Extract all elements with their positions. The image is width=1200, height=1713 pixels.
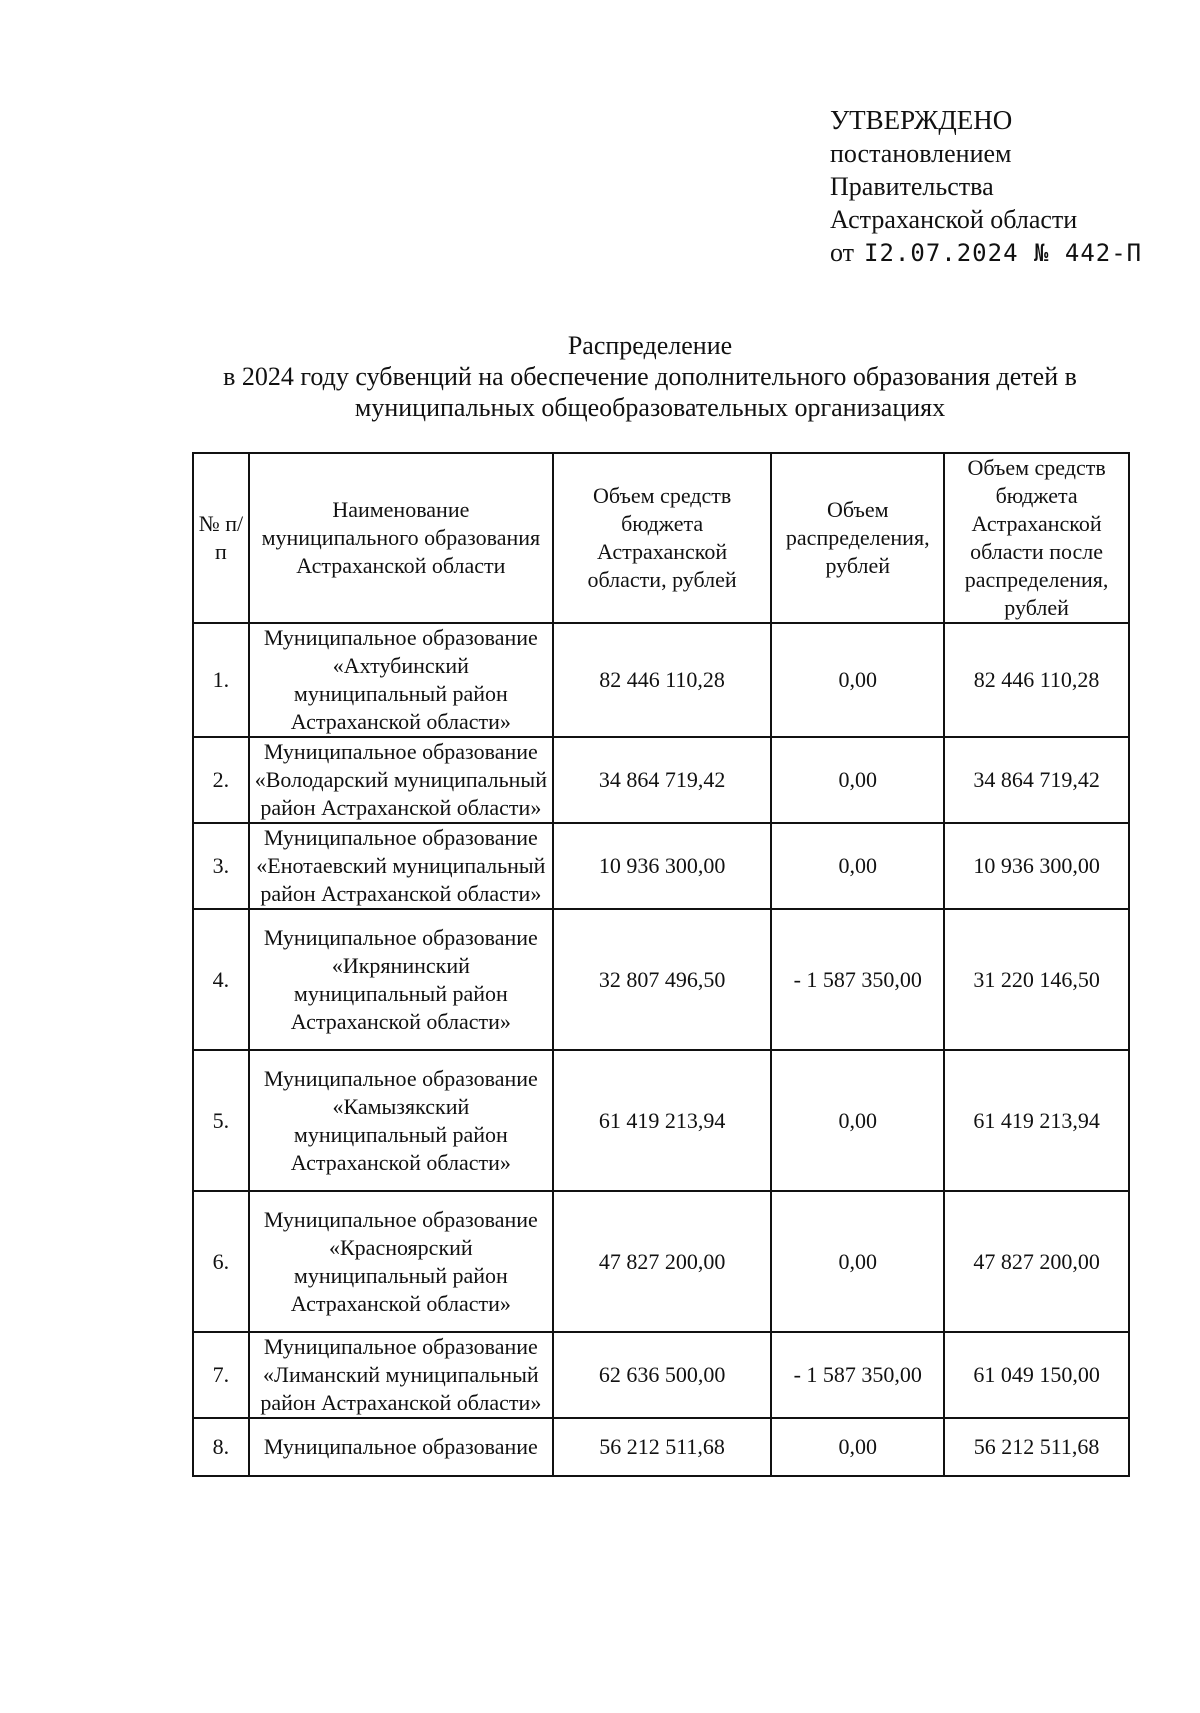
table-header-row	[193, 453, 1129, 623]
row-distribution: 0,00	[771, 1050, 944, 1191]
row-num: 7.	[193, 1332, 249, 1418]
approval-line-3: Астраханской области	[830, 205, 1078, 234]
row-distribution: 0,00	[771, 1191, 944, 1332]
row-distribution: - 1 587 350,00	[771, 1332, 944, 1418]
row-name: Муниципальное образование «Камызякский муниципальный район Астраханской области»	[249, 1050, 553, 1191]
table-row	[193, 737, 1129, 823]
row-budget: 10 936 300,00	[553, 823, 771, 909]
table-row	[193, 1050, 1129, 1191]
row-name: Муниципальное образование «Красноярский муниципальный район Астраханской области»	[249, 1191, 553, 1332]
table-row	[193, 1418, 1129, 1476]
row-num: 4.	[193, 909, 249, 1050]
row-name: Муниципальное образование «Ахтубинский муниципальный район Астраханской области»	[249, 623, 553, 737]
row-after: 82 446 110,28	[944, 623, 1129, 737]
approval-date-line	[830, 236, 1142, 270]
row-distribution: - 1 587 350,00	[771, 909, 944, 1050]
row-num: 1.	[193, 623, 249, 737]
row-num: 3.	[193, 823, 249, 909]
row-budget: 47 827 200,00	[553, 1191, 771, 1332]
table-row	[193, 623, 1129, 737]
row-distribution: 0,00	[771, 1418, 944, 1476]
row-budget: 61 419 213,94	[553, 1050, 771, 1191]
approval-line-1: постановлением	[830, 139, 1012, 168]
header-after: Объем средств бюджета Астраханской области после распределения, рублей	[944, 453, 1129, 623]
table-row	[193, 1191, 1129, 1332]
row-after: 61 419 213,94	[944, 1050, 1129, 1191]
header-budget: Объем средств бюджета Астраханской области, рублей	[553, 453, 771, 623]
row-name: Муниципальное образование «Володарский муниципальный район Астраханской области»	[249, 737, 553, 823]
row-after: 34 864 719,42	[944, 737, 1129, 823]
table-row	[193, 823, 1129, 909]
title-line-1: Распределение	[567, 331, 733, 360]
row-after: 10 936 300,00	[944, 823, 1129, 909]
row-budget: 56 212 511,68	[553, 1418, 771, 1476]
row-num: 8.	[193, 1418, 249, 1476]
row-after: 47 827 200,00	[944, 1191, 1129, 1332]
document-title	[190, 330, 1110, 423]
row-num: 2.	[193, 737, 249, 823]
table-row	[193, 909, 1129, 1050]
row-distribution: 0,00	[771, 823, 944, 909]
row-num: 6.	[193, 1191, 249, 1332]
row-name: Муниципальное образование	[249, 1418, 553, 1476]
approval-heading: УТВЕРЖДЕНО	[830, 105, 1013, 135]
row-budget: 32 807 496,50	[553, 909, 771, 1050]
row-name: Муниципальное образование «Енотаевский муниципальный район Астраханской области»	[249, 823, 553, 909]
header-num: № п/п	[193, 453, 249, 623]
row-after: 31 220 146,50	[944, 909, 1129, 1050]
header-name: Наименование муниципального образования Астраханской области	[249, 453, 553, 623]
header-distribution: Объем распределения, рублей	[771, 453, 944, 623]
distribution-table	[192, 452, 1130, 1477]
row-name: Муниципальное образование «Икрянинский муниципальный район Астраханской области»	[249, 909, 553, 1050]
row-after: 61 049 150,00	[944, 1332, 1129, 1418]
approval-block	[830, 104, 1142, 270]
row-after: 56 212 511,68	[944, 1418, 1129, 1476]
title-line-2: в 2024 году субвенций на обеспечение дополнительного образования детей в	[223, 362, 1077, 391]
table-row	[193, 1332, 1129, 1418]
row-num: 5.	[193, 1050, 249, 1191]
row-distribution: 0,00	[771, 623, 944, 737]
date-number: I2.07.2024 № 442-П	[864, 239, 1143, 267]
row-budget: 82 446 110,28	[553, 623, 771, 737]
approval-line-2: Правительства	[830, 172, 994, 201]
row-distribution: 0,00	[771, 737, 944, 823]
date-prefix: от	[830, 238, 855, 267]
row-name: Муниципальное образование «Лиманский муниципальный район Астраханской области»	[249, 1332, 553, 1418]
row-budget: 62 636 500,00	[553, 1332, 771, 1418]
title-line-3: муниципальных общеобразовательных организациях	[354, 393, 946, 422]
row-budget: 34 864 719,42	[553, 737, 771, 823]
